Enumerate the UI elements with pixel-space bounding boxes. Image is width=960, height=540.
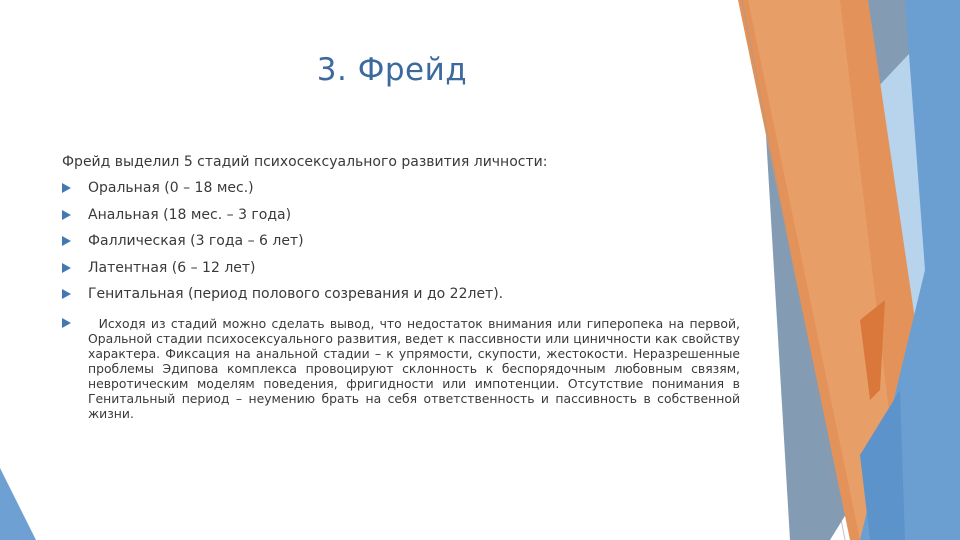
list-item-anal xyxy=(62,205,740,232)
bullet-arrow-icon xyxy=(62,289,71,299)
bullet-arrow-icon xyxy=(62,236,71,246)
bullet-arrow-icon xyxy=(62,210,71,220)
slide-intro: Фрейд выделил 5 стадий психосексуального развития личности: xyxy=(62,154,548,170)
bullet-arrow-icon xyxy=(62,263,71,273)
list-item-text: Фаллическая (3 года – 6 лет) xyxy=(88,233,304,249)
list-item-oral xyxy=(62,178,740,205)
list-item-text: Генитальная (период полового созревания и до 22лет). xyxy=(88,286,504,302)
bullet-list xyxy=(62,178,744,421)
list-item-genital xyxy=(62,284,740,311)
list-item-text: Исходя из стадий можно сделать вывод, что недостаток внимания или гиперопека на первой, Оральной стадии психосексуального развития, ведет к пассивности или циничности как свойству характера. Фиксация на анальной стадии – к упрямости, скупости, жестокости. Неразрешенные проблемы Эдипова комплекса провоцируют склонность к беспорядочным любовным связям, невротическим моделям поведения, фригидности или импотенции. Отсутствие понимания в Генитальный период – неумению брать на себя ответственность и пассивность в собственной жизни. xyxy=(88,315,744,421)
list-item-conclusion xyxy=(62,315,744,421)
list-item-text: Оральная (0 – 18 мес.) xyxy=(88,180,254,196)
list-item-phallic xyxy=(62,231,740,258)
list-item-latent xyxy=(62,258,740,285)
corner-triangle-left xyxy=(0,468,36,540)
slide-title: 3. Фрейд xyxy=(316,52,468,88)
bullet-arrow-icon xyxy=(62,183,71,193)
bullet-arrow-icon xyxy=(62,318,71,328)
list-item-text: Анальная (18 мес. – 3 года) xyxy=(88,206,292,223)
list-item-text: Латентная (6 – 12 лет) xyxy=(88,259,256,276)
